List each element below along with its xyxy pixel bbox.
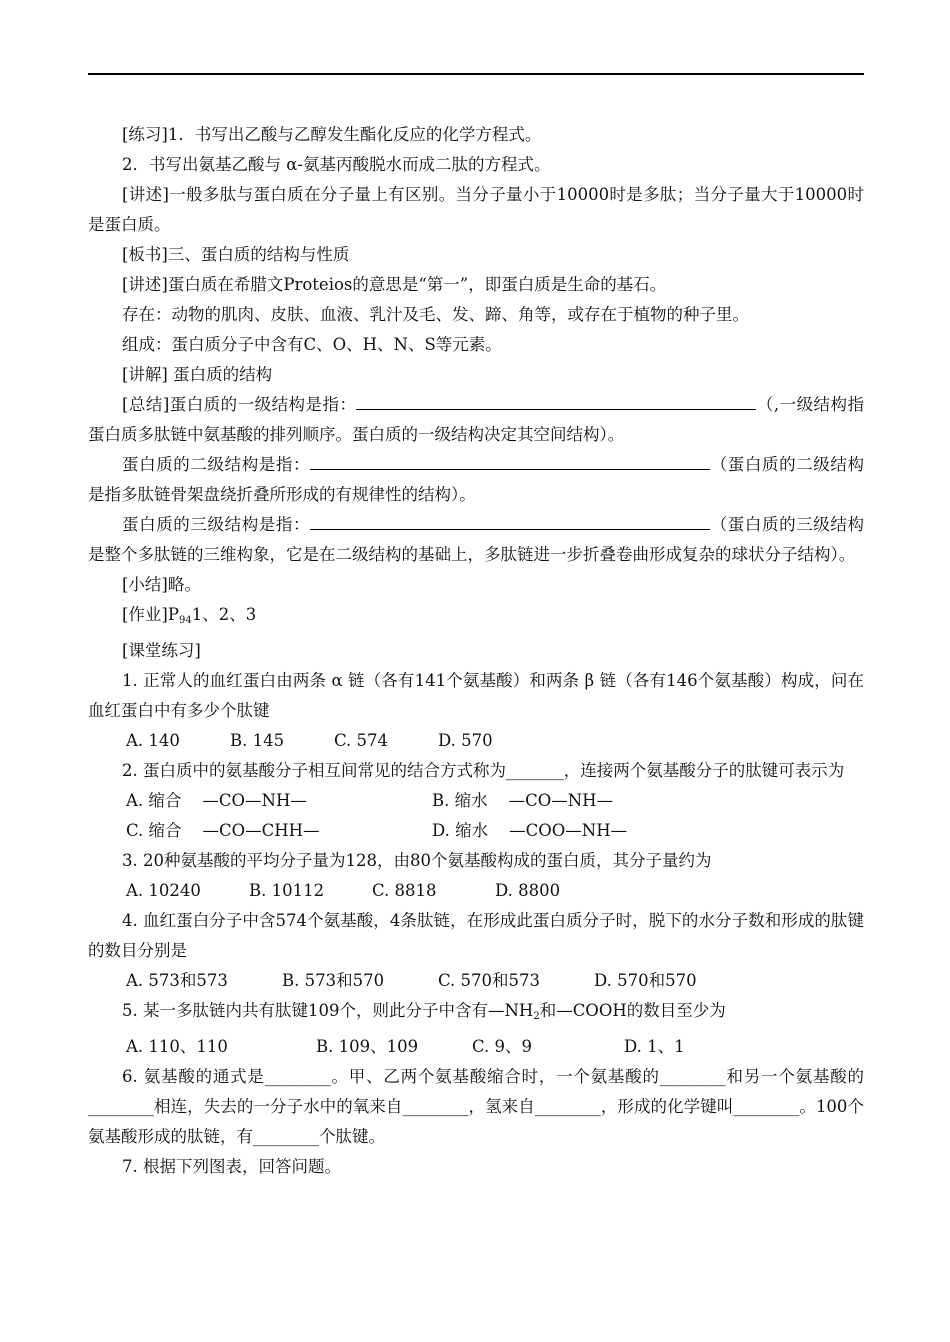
option-c: C. 574 — [334, 731, 389, 750]
composition-line: 组成：蛋白质分子中含有C、O、H、N、S等元素。 — [122, 335, 502, 354]
option-b: B. 10112 — [249, 881, 325, 900]
question-6: 6. 氨基酸的通式是________。甲、乙两个氨基酸缩合时，一个氨基酸的________和另一个氨基酸的________相连，失去的一分子水中的氧来自________，氢来自________，形成的化学键叫________。100个氨基酸形成的肽链，有________个肽键。 — [88, 1067, 864, 1146]
secondary-structure: 蛋白质的二级结构是指： （蛋白质的二级结构是指多肽链骨架盘绕折叠所形成的有规律性的结构）。 — [88, 450, 864, 510]
lecture-proteios: [讲述]蛋白质在希腊文Proteios的意思是“第一”，即蛋白质是生命的基石。 — [122, 275, 667, 294]
option-a: A. 140 — [126, 731, 180, 750]
question-4-options — [88, 966, 864, 996]
option-b: B. 145 — [230, 731, 285, 750]
option-c: C. 570和573 — [438, 971, 541, 990]
option-d: D. 1、1 — [624, 1037, 685, 1056]
question-4: 4. 血红蛋白分子中含574个氨基酸，4条肽链，在形成此蛋白质分子时，脱下的水分子数和形成的肽键的数目分别是 — [88, 911, 864, 960]
primary-structure: [总结]蛋白质的一级结构是指： （,一级结构指蛋白质多肽链中氨基酸的排列顺序。蛋白质的一级结构决定其空间结构）。 — [88, 390, 864, 450]
answer-blank — [356, 391, 756, 410]
tertiary-structure: 蛋白质的三级结构是指： （蛋白质的三级结构是整个多肽链的三维构象，它是在二级结构的基础上，多肽链进一步折叠卷曲形成复杂的球状分子结构）。 — [88, 510, 864, 570]
question-1-options — [88, 726, 864, 756]
practice-2: 2．书写出氨基乙酸与 α-氨基丙酸脱水而成二肽的方程式。 — [122, 155, 551, 174]
question-1: 1. 正常人的血红蛋白由两条 α 链（各有141个氨基酸）和两条 β 链（各有146个氨基酸）构成，问在血红蛋白中有多少个肽键 — [88, 671, 864, 720]
option-d: D. 570 — [438, 731, 493, 750]
classroom-practice-heading: [课堂练习] — [122, 641, 201, 660]
option-b: B. 缩水 —CO—NH— — [432, 791, 614, 810]
question-5-options — [88, 1032, 864, 1062]
option-a: A. 573和573 — [126, 971, 228, 990]
lecture-peptide: [讲述]一般多肽与蛋白质在分子量上有区别。当分子量小于10000时是多肽；当分子量大于10000时是蛋白质。 — [88, 185, 864, 234]
homework-line: [作业]$P_{94}1$、2、3 — [122, 605, 257, 626]
question-5: 5. 某一多肽链内共有肽键109个，则此分子中含有$—NH_2$和—COOH的数目至少为 — [122, 1001, 726, 1022]
question-3-options — [88, 876, 864, 906]
summary-line: [小结]略。 — [122, 575, 201, 594]
option-b: B. 573和570 — [282, 971, 385, 990]
answer-blank — [310, 511, 710, 530]
board-heading: [板书]三、蛋白质的结构与性质 — [122, 245, 350, 264]
question-2-options-row-2 — [88, 816, 864, 846]
explain-structure: [讲解] 蛋白质的结构 — [122, 365, 273, 384]
question-2-options-row-1 — [88, 786, 864, 816]
option-c: C. 9、9 — [472, 1037, 533, 1056]
document-body — [88, 120, 864, 1182]
question-2: 2. 蛋白质中的氨基酸分子相互间常见的结合方式称为_______，连接两个氨基酸分子的肽键可表示为 — [122, 761, 845, 780]
answer-blank — [310, 451, 710, 470]
option-d: D. 缩水 —COO—NH— — [432, 821, 628, 840]
option-c: C. 8818 — [372, 881, 437, 900]
question-3: 3. 20种氨基酸的平均分子量为128，由80个氨基酸构成的蛋白质，其分子量约为 — [122, 851, 712, 870]
option-c: C. 缩合 —CO—CHH— — [126, 821, 320, 840]
question-7: 7. 根据下列图表，回答问题。 — [122, 1157, 341, 1176]
option-d: D. 570和570 — [594, 971, 697, 990]
header-rule — [88, 73, 864, 75]
option-b: B. 109、109 — [316, 1037, 419, 1056]
practice-1: [练习]1．书写出乙酸与乙醇发生酯化反应的化学方程式。 — [122, 125, 542, 144]
option-a: A. 10240 — [126, 881, 201, 900]
option-a: A. 缩合 —CO—NH— — [126, 791, 307, 810]
existence-line: 存在：动物的肌肉、皮肤、血液、乳汁及毛、发、蹄、角等，或存在于植物的种子里。 — [122, 305, 749, 324]
option-a: A. 110、110 — [126, 1037, 228, 1056]
option-d: D. 8800 — [495, 881, 561, 900]
